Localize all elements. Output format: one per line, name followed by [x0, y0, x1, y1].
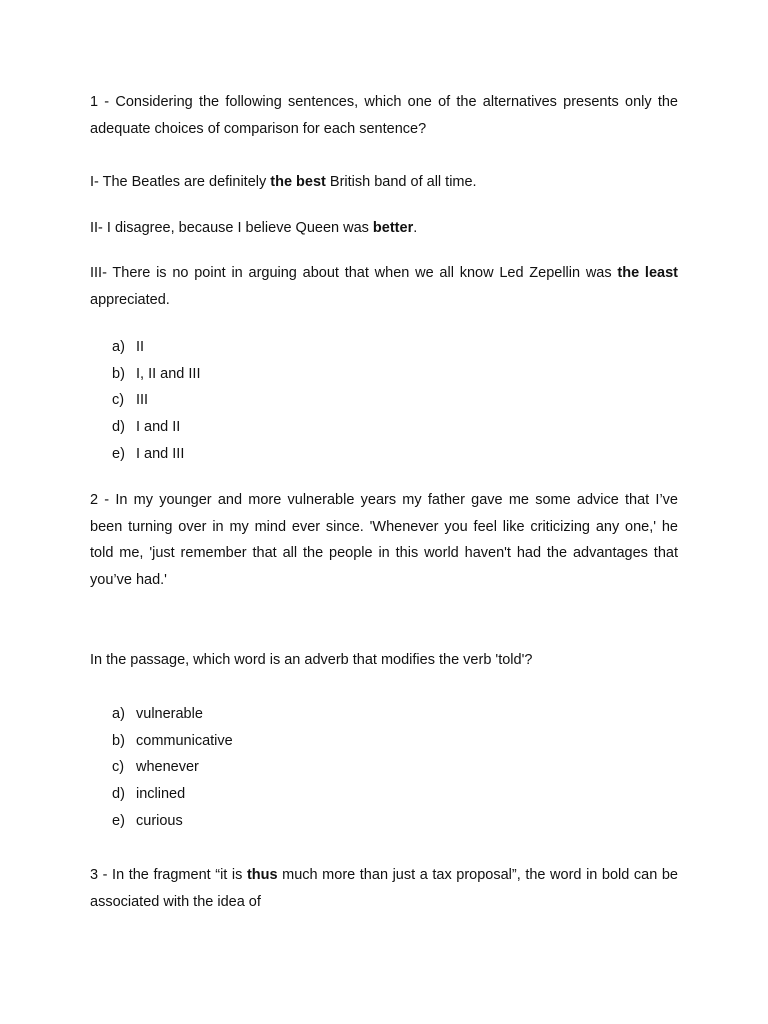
option-text: I and II [136, 419, 181, 436]
question-3-bold-term: thus [246, 867, 278, 883]
question-3-text-before: 3 - In the fragment “it is [90, 867, 247, 883]
question-2-question: In the passage, which word is an adverb that modifies the verb 'told'? [90, 652, 533, 668]
option-item [112, 701, 233, 728]
option-text: III [136, 392, 149, 409]
sentence-2-bold-term: better [372, 220, 414, 236]
option-item [112, 414, 200, 441]
question-2-passage: 2 - In my younger and more vulnerable years my father gave me some advice that I’ve been turning over in my mind ever since. 'Whenever you feel like criticizing any one,' he told me, 'just remember that all the people in this world haven't had the advantages that you’ve had.' [90, 492, 678, 588]
sentence-1-text-after: British band of all time. [325, 174, 477, 190]
option-item [112, 387, 200, 414]
option-letter: e) [112, 812, 125, 829]
option-letter: c) [112, 392, 125, 409]
option-letter: a) [112, 706, 125, 722]
option-item [112, 361, 200, 388]
sentence-1-bold-term: the best [270, 174, 326, 190]
option-text: inclined [136, 786, 186, 803]
option-text: curious [136, 812, 183, 829]
option-text: I and III [136, 445, 185, 462]
option-letter: b) [112, 365, 125, 382]
option-item [112, 781, 233, 808]
question-2-options [112, 701, 233, 834]
sentence-3-text-after: appreciated. [90, 291, 170, 308]
sentence-2-text-after: . [413, 220, 418, 236]
option-item [112, 728, 233, 755]
sentence-2-text-before: II- I disagree, because I believe Queen was [90, 220, 373, 236]
question-1-sentence-2 [90, 215, 678, 242]
question-3-stem [90, 862, 678, 915]
option-text: vulnerable [136, 706, 203, 722]
option-item [112, 441, 200, 468]
option-letter: a) [112, 339, 125, 355]
option-letter: e) [112, 445, 125, 462]
option-text: whenever [136, 759, 199, 776]
option-item [112, 808, 233, 835]
option-item [112, 334, 200, 361]
question-1-options [112, 334, 200, 467]
sentence-3-bold-term: the least [617, 265, 678, 281]
option-text: II [136, 339, 145, 355]
option-text: communicative [136, 732, 233, 749]
option-letter: b) [112, 732, 125, 749]
sentence-1-text-before: I- The Beatles are definitely [90, 174, 271, 190]
option-letter: d) [112, 419, 125, 436]
option-text: I, II and III [136, 365, 201, 382]
question-1-sentence-1 [90, 169, 678, 196]
question-1-sentence-3 [90, 260, 678, 313]
option-letter: c) [112, 759, 125, 776]
option-letter: d) [112, 786, 125, 803]
question-1-stem: 1 - Considering the following sentences, which one of the alternatives presents only the adequate choices of comparison for each sentence? [90, 94, 678, 137]
option-item [112, 754, 233, 781]
question-3-text-after: much more than just a tax proposal”, the word in bold can be associated with the idea of [90, 867, 678, 910]
sentence-3-text-before: III- There is no point in arguing about that when we all know Led Zepellin was [90, 265, 618, 281]
